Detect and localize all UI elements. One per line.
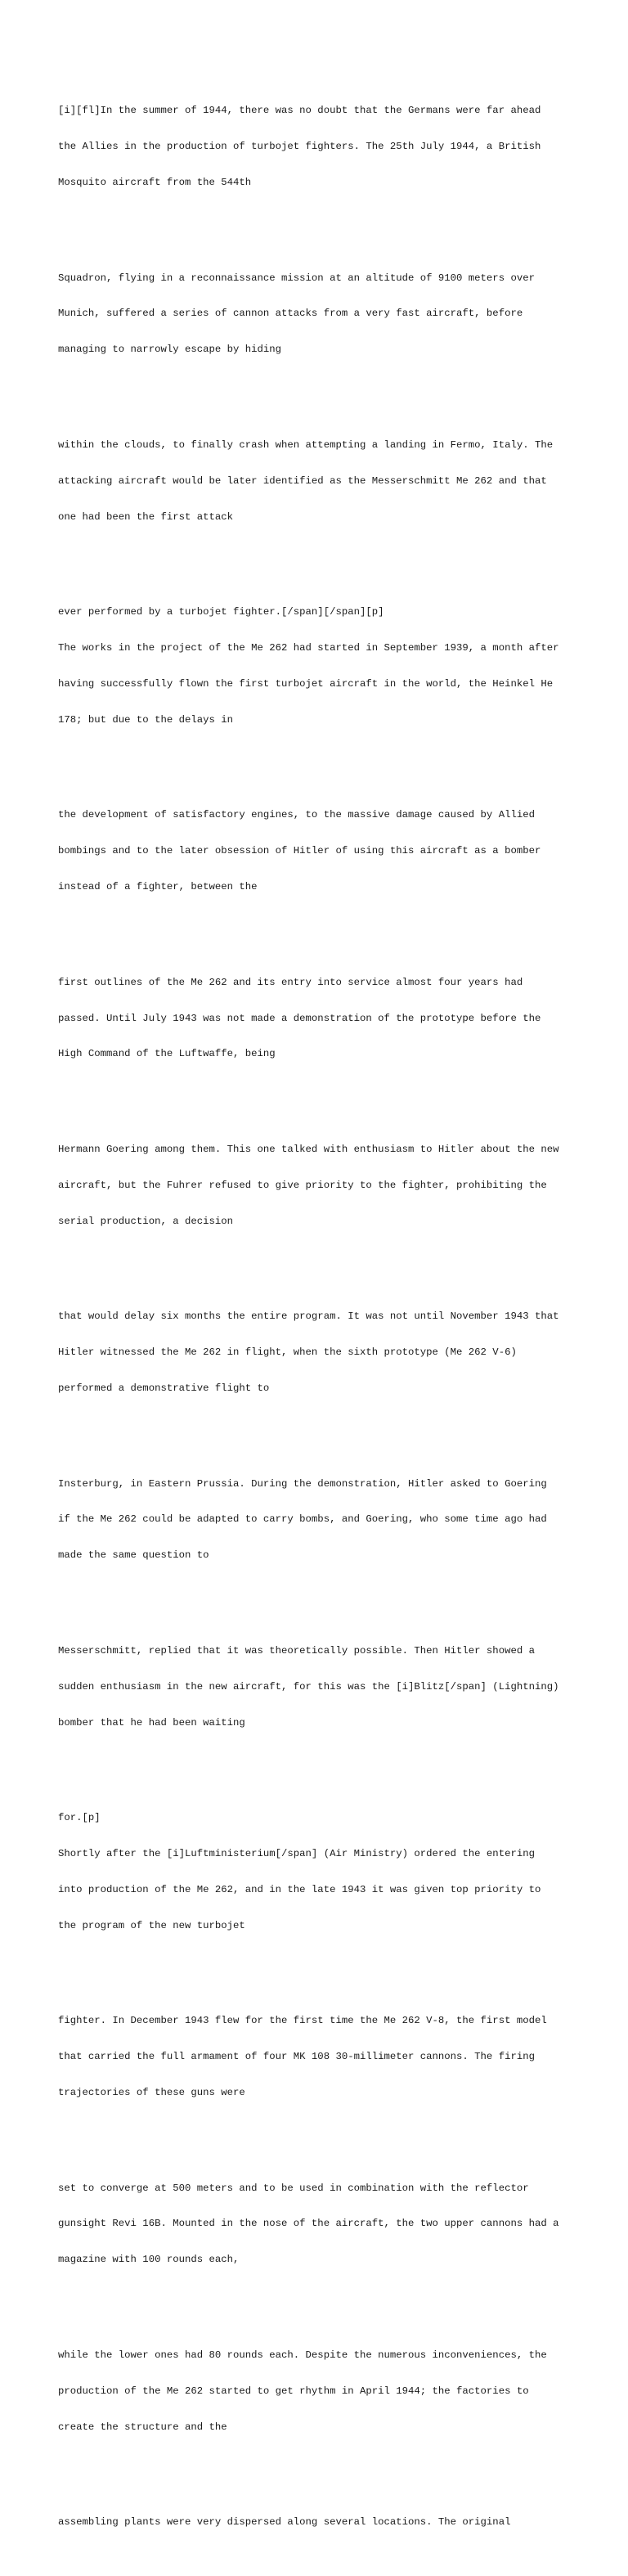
- paragraph-15: [58, 2493, 598, 2552]
- text-line: set to converge at 500 meters and to be used in combination with the reflector: [58, 2182, 529, 2194]
- text-line: gunsight Revi 16B. Mounted in the nose of the aircraft, the two upper cannons had a: [58, 2218, 559, 2230]
- text-line: passed. Until July 1943 was not made a demonstration of the prototype before the: [58, 1012, 541, 1024]
- text-line: 178; but due to the delays in: [58, 713, 234, 726]
- text-line: trajectories of these guns were: [58, 2086, 245, 2098]
- paragraph-7: [58, 1120, 598, 1252]
- text-line: within the clouds, to finally crash when attempting a landing in Fermo, Italy. The: [58, 439, 554, 451]
- paragraph-10: [58, 1621, 598, 1753]
- text-line: Messerschmitt, replied that it was theoretically possible. Then Hitler showed a: [58, 1644, 535, 1657]
- text-line: instead of a fighter, between the: [58, 880, 258, 892]
- paragraph-4: [58, 582, 598, 749]
- text-line: bombings and to the later obsession of Hitler of using this aircraft as a bomber: [58, 845, 541, 857]
- paragraph-8: [58, 1287, 598, 1418]
- paragraph-6: [58, 953, 598, 1085]
- paragraph-13: [58, 2159, 598, 2291]
- text-line: Squadron, flying in a reconnaissance mission at an altitude of 9100 meters over: [58, 272, 535, 284]
- paragraph-3: [58, 416, 598, 547]
- text-line: magazine with 100 rounds each,: [58, 2254, 240, 2266]
- text-line: production of the Me 262 started to get rhythm in April 1944; the factories to: [58, 2385, 529, 2397]
- text-line: into production of the Me 262, and in the late 1943 it was given top priority to: [58, 1883, 541, 1895]
- text-line: managing to narrowly escape by hiding: [58, 344, 282, 356]
- text-line: while the lower ones had 80 rounds each. Despite the numerous inconveniences, the: [58, 2349, 547, 2361]
- paragraph-11: [58, 1788, 598, 1955]
- text-line: having successfully flown the first turbojet aircraft in the world, the Heinkel He: [58, 677, 554, 690]
- text-line: Mosquito aircraft from the 544th: [58, 176, 252, 188]
- text-line: sudden enthusiasm in the new aircraft, for this was the [i]Blitz[/span] (Lightning): [58, 1680, 559, 1693]
- text-line: made the same question to: [58, 1549, 209, 1562]
- text-line: one had been the first attack: [58, 510, 234, 523]
- paragraph-2: [58, 249, 598, 380]
- text-line: Shortly after the [i]Luftministerium[/span] (Air Ministry) ordered the entering: [58, 1848, 535, 1860]
- text-line: ever performed by a turbojet fighter.[/span][/span][p]: [58, 606, 384, 618]
- text-line: performed a demonstrative flight to: [58, 1382, 270, 1394]
- text-line: the Allies in the production of turbojet fighters. The 25th July 1944, a British: [58, 141, 541, 153]
- paragraph-12: [58, 1991, 598, 2123]
- text-line: for.[p]: [58, 1812, 101, 1824]
- text-line: the development of satisfactory engines, to the massive damage caused by Allied: [58, 809, 535, 821]
- text-line: Hermann Goering among them. This one talked with enthusiasm to Hitler about the new: [58, 1144, 559, 1156]
- text-line: assembling plants were very dispersed along several locations. The original: [58, 2516, 511, 2529]
- paragraph-14: [58, 2326, 598, 2457]
- text-line: serial production, a decision: [58, 1215, 234, 1227]
- text-line: Insterburg, in Eastern Prussia. During the demonstration, Hitler asked to Goering: [58, 1477, 547, 1490]
- paragraph-1: [58, 81, 598, 213]
- text-line: Hitler witnessed the Me 262 in flight, when the sixth prototype (Me 262 V-6): [58, 1346, 517, 1359]
- text-line: that carried the full armament of four MK 108 30-millimeter cannons. The firing: [58, 2051, 535, 2063]
- text-line: create the structure and the: [58, 2421, 227, 2433]
- text-line: if the Me 262 could be adapted to carry bombs, and Goering, who some time ago had: [58, 1513, 547, 1526]
- text-line: [i][fl]In the summer of 1944, there was no doubt that the Germans were far ahead: [58, 105, 541, 117]
- paragraph-5: [58, 785, 598, 917]
- text-line: Munich, suffered a series of cannon attacks from a very fast aircraft, before: [58, 308, 523, 320]
- text-line: bomber that he had been waiting: [58, 1716, 245, 1729]
- text-line: first outlines of the Me 262 and its entry into service almost four years had: [58, 976, 523, 988]
- document-body: [58, 57, 598, 2576]
- text-line: that would delay six months the entire program. It was not until November 1943 that: [58, 1310, 559, 1323]
- text-line: aircraft, but the Fuhrer refused to give priority to the fighter, prohibiting the: [58, 1179, 547, 1191]
- text-line: fighter. In December 1943 flew for the first time the Me 262 V-8, the first model: [58, 2015, 547, 2027]
- text-line: The works in the project of the Me 262 had started in September 1939, a month after: [58, 642, 559, 654]
- text-line: High Command of the Luftwaffe, being: [58, 1048, 276, 1060]
- text-line: attacking aircraft would be later identified as the Messerschmitt Me 262 and that: [58, 474, 547, 487]
- text-line: the program of the new turbojet: [58, 1919, 245, 1931]
- paragraph-9: [58, 1454, 598, 1585]
